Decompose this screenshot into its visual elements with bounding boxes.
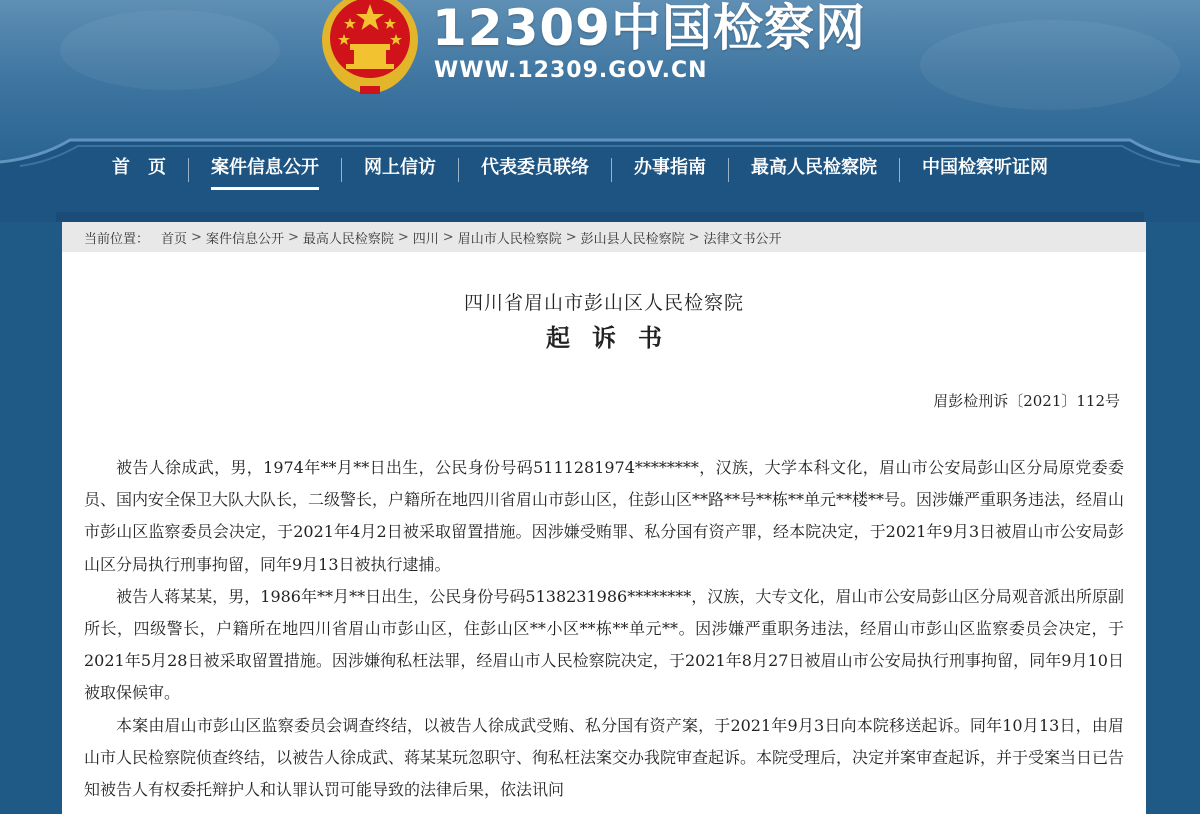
document-number: 眉彭检刑诉〔2021〕112号 xyxy=(933,392,1120,410)
breadcrumb-separator: > xyxy=(397,229,409,245)
breadcrumb-separator: > xyxy=(287,229,299,245)
breadcrumb-lead: 当前位置： xyxy=(84,231,150,247)
document-paragraph: 被告人徐成武，男，1974年**月**日出生，公民身份号码5111281974********，汉族，大学本科文化，眉山市公安局彭山区分局原党委委员、国内安全保卫大队大队长，二级警长，户籍所在地四川省眉山市彭山区，住彭山区**路**号**栋**单元**楼**号。因涉嫌严重职务违法，经眉山市彭山区监察委员会决定，于2021年4月2日被采取留置措施。因涉嫌受贿罪、私分国有资产罪，经本院决定，于2021年9月3日被眉山市公安局彭山区分局执行刑事拘留，同年9月13日被执行逮捕。 xyxy=(84,458,1125,574)
site-header xyxy=(0,0,1200,222)
nav-hearing-network[interactable]: 中国检察听证网 xyxy=(922,157,1048,178)
breadcrumb-supreme[interactable]: 最高人民检察院 xyxy=(302,231,394,247)
nav-online-petition[interactable]: 网上信访 xyxy=(364,157,436,178)
breadcrumb-sichuan[interactable]: 四川 xyxy=(412,231,439,247)
breadcrumb-separator: > xyxy=(565,229,577,245)
breadcrumb-home[interactable]: 首页 xyxy=(161,231,188,247)
breadcrumb-separator: > xyxy=(688,229,700,245)
breadcrumb-separator: > xyxy=(191,229,202,245)
breadcrumb-legal-documents[interactable]: 法律文书公开 xyxy=(703,231,782,247)
main-nav xyxy=(90,142,1120,198)
document-body xyxy=(84,452,1124,806)
breadcrumb-pengshan[interactable]: 彭山县人民检察院 xyxy=(580,231,685,247)
breadcrumb-case-info[interactable]: 案件信息公开 xyxy=(205,231,284,247)
nav-home[interactable]: 首 页 xyxy=(112,157,166,178)
nav-service-guide[interactable]: 办事指南 xyxy=(634,157,706,178)
breadcrumb-meishan[interactable]: 眉山市人民检察院 xyxy=(457,231,562,247)
site-url[interactable]: WWW.12309.GOV.CN xyxy=(434,58,708,83)
document-organization: 四川省眉山市彭山区人民检察院 xyxy=(463,292,744,314)
breadcrumb-separator: > xyxy=(442,229,454,245)
nav-case-info[interactable]: 案件信息公开 xyxy=(189,142,341,198)
document-paragraph: 被告人蒋某某，男，1986年**月**日出生，公民身份号码5138231986********，汉族，大专文化，眉山市公安局彭山区分局观音派出所原副所长，四级警长，户籍所在地四川省眉山市彭山区，住彭山区**小区**栋**单元**。因涉嫌严重职务违法，经眉山市彭山区监察委员会决定，于2021年5月28日被采取留置措施。因涉嫌徇私枉法罪，经眉山市人民检察院决定，于2021年8月27日被眉山市公安局执行刑事拘留，同年9月10日被取保候审。 xyxy=(84,586,1124,703)
document-title: 起诉书 xyxy=(546,323,684,352)
cloud-decoration xyxy=(60,10,280,90)
national-emblem-icon xyxy=(316,0,424,96)
nav-supreme-procuratorate[interactable]: 最高人民检察院 xyxy=(751,157,877,178)
cloud-decoration xyxy=(920,20,1180,110)
site-title[interactable]: 12309中国检察网 xyxy=(432,0,866,57)
nav-deputy-liaison[interactable]: 代表委员联络 xyxy=(481,157,589,178)
document-panel xyxy=(62,252,1146,814)
document-paragraph: 本案由眉山市彭山区监察委员会调查终结，以被告人徐成武受贿、私分国有资产案，于2021年9月3日向本院移送起诉。同年10月13日，由眉山市人民检察院侦查终结，以被告人徐成武、蒋某某玩忽职守、徇私枉法案交办我院审查起诉。本院受理后，决定并案审查起诉，并于受案当日已告知被告人有权委托辩护人和认罪认罚可能导致的法律后果，依法讯问 xyxy=(84,715,1125,800)
breadcrumb xyxy=(62,222,1146,252)
